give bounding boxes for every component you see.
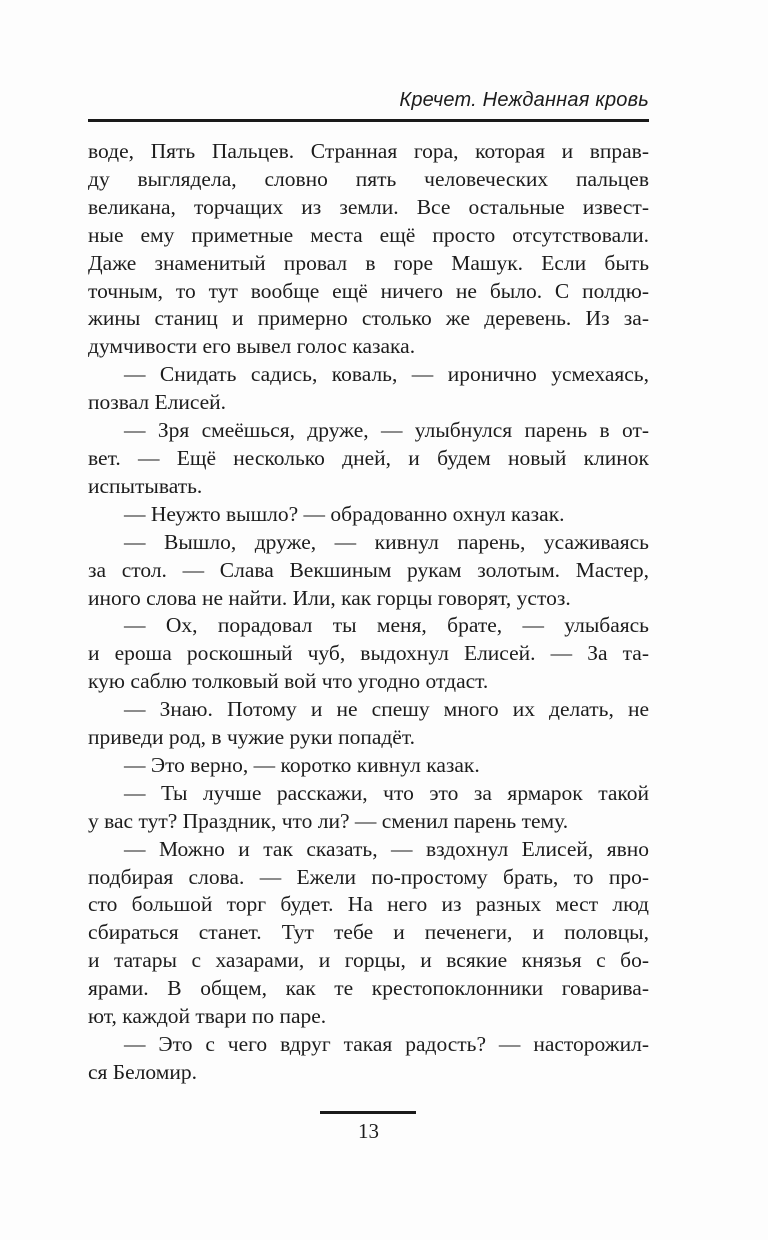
text-line: подбирая слова. — Ежели по-простому брать, то про- <box>88 864 649 889</box>
text-line: и ероша роскошный чуб, выдохнул Елисей. — За та- <box>88 641 649 666</box>
paragraph <box>88 752 649 780</box>
running-header-title: Кречет. Нежданная кровь <box>399 89 649 111</box>
paragraph <box>88 417 649 501</box>
text-line: — Можно и так сказать, — вздохнул Елисей, явно <box>124 836 649 861</box>
text-line: ярами. В общем, как те крестопоклонники говарива- <box>88 976 649 1001</box>
text-line: и татары с хазарами, и горцы, и всякие князья с бо- <box>88 948 649 973</box>
text-line: — Это верно, — коротко кивнул казак. <box>124 752 480 777</box>
header-rule <box>88 119 649 122</box>
text-line: ют, каждой твари по паре. <box>88 1004 327 1029</box>
text-line: приведи род, в чужие руки попадёт. <box>88 725 416 750</box>
paragraph <box>88 696 649 752</box>
text-line: — Неужто вышло? — обрадованно охнул казак. <box>124 501 565 526</box>
text-line: — Знаю. Потому и не спешу много их делать, не <box>124 697 649 722</box>
text-line: Даже знаменитый провал в горе Машук. Если быть <box>88 250 649 275</box>
text-line: ду выглядела, словно пять человеческих пальцев <box>88 166 649 191</box>
text-line: испытывать. <box>88 473 203 498</box>
text-line: воде, Пять Пальцев. Странная гора, которая и вправ- <box>88 139 649 163</box>
footer-rule <box>320 1111 416 1114</box>
text-line: великана, торчащих из земли. Все остальные извест- <box>88 194 649 219</box>
paragraph <box>88 612 649 696</box>
text-line: вет. — Ещё несколько дней, и будем новый клинок <box>88 445 649 470</box>
text-line: кую саблю толковый вой что угодно отдаст. <box>88 669 489 694</box>
page-text <box>88 138 649 1087</box>
text-line: сбираться станет. Тут тебе и печенеги, и половцы, <box>88 920 649 945</box>
text-line: думчивости его вывел голос казака. <box>88 334 416 359</box>
text-line: позвал Елисей. <box>88 390 227 415</box>
text-line: — Вышло, друже, — кивнул парень, усаживаясь <box>124 529 649 554</box>
text-line: — Зря смеёшься, друже, — улыбнулся парень в от- <box>124 418 649 443</box>
text-line: ные ему приметные места ещё просто отсутствовали. <box>88 222 649 247</box>
paragraph <box>88 529 649 613</box>
text-line: — Ты лучше расскажи, что это за ярмарок такой <box>124 780 649 805</box>
paragraph <box>88 501 649 529</box>
text-line: сто большой торг будет. На него из разных мест люд <box>88 892 649 917</box>
paragraph <box>88 780 649 836</box>
text-line: — Это с чего вдруг такая радость? — насторожил- <box>124 1032 649 1056</box>
text-line: ся Беломир. <box>88 1059 198 1084</box>
text-line: — Снидать садись, коваль, — иронично усмехаясь, <box>124 362 649 387</box>
text-line: — Ох, порадовал ты меня, брате, — улыбаясь <box>124 613 649 638</box>
text-line: иного слова не найти. Или, как горцы говорят, устоз. <box>88 585 571 610</box>
page-number: 13 <box>358 1119 379 1143</box>
paragraph <box>88 361 649 417</box>
text-line: за стол. — Слава Векшиным рукам золотым. Мастер, <box>88 557 649 582</box>
paragraph <box>88 1031 649 1087</box>
text-line: жины станиц и примерно столько же деревень. Из за- <box>88 306 649 331</box>
text-line: у вас тут? Праздник, что ли? — сменил парень тему. <box>88 808 569 833</box>
paragraph <box>88 138 649 361</box>
text-line: точным, то тут вообще ещё ничего не было. С полдю- <box>88 278 649 303</box>
paragraph <box>88 836 649 1031</box>
